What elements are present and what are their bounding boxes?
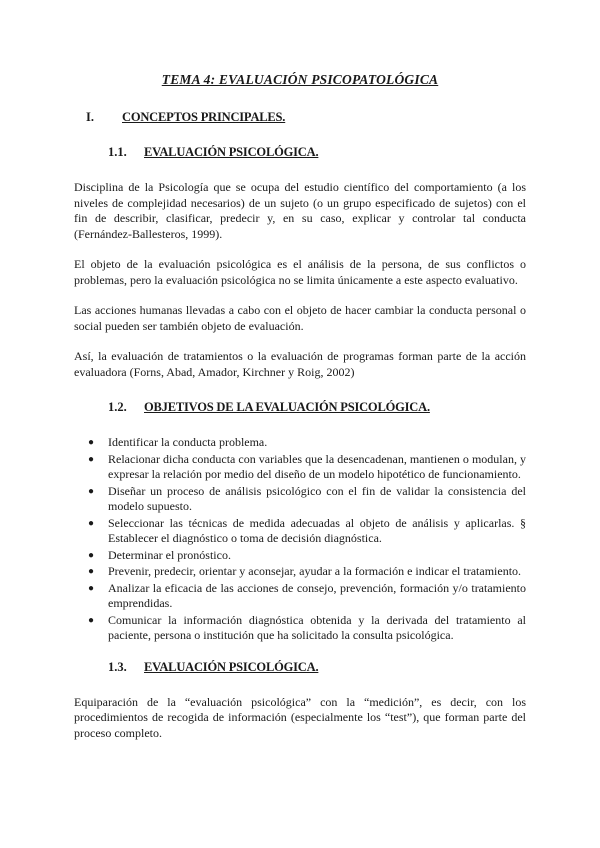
- bullet-icon: ●: [88, 566, 95, 577]
- paragraph: Así, la evaluación de tratamientos o la evaluación de programas forman parte de la acción evaluadora (Forns, Abad, Amador, Kirchner y Roig, 2002): [74, 349, 526, 379]
- paragraph: El objeto de la evaluación psicológica es el análisis de la persona, de sus conflictos o problemas, pero la evaluación psicológica no se limita únicamente a este aspecto evaluativo.: [74, 257, 526, 287]
- section-title: CONCEPTOS PRINCIPALES.: [122, 110, 286, 124]
- section-number: I.: [86, 110, 94, 124]
- bullet-icon: ●: [88, 614, 95, 626]
- bullet-icon: ●: [88, 549, 95, 561]
- document-title: TEMA 4: EVALUACIÓN PSICOPATOLÓGICA: [161, 72, 439, 87]
- list-item: [74, 564, 526, 580]
- subsection-heading-1-2: [108, 400, 526, 415]
- paragraph: Equiparación de la “evaluación psicológica” con la “medición”, es decir, con los procedimientos de recogida de información (especialmente los “test”), que forman parte del proceso completo.: [74, 694, 526, 740]
- list-item-text: Prevenir, predecir, orientar y aconsejar, ayudar a la formación e indicar el tratamiento.: [108, 564, 522, 578]
- list-item: [74, 581, 526, 612]
- list-item-text: Identificar la conducta problema.: [108, 435, 268, 449]
- subsection-title: EVALUACIÓN PSICOLÓGICA.: [144, 659, 319, 674]
- list-item-text: Relacionar dicha conducta con variables que la desencadenan, mantienen o modulan, y expresar la relación por medio del diseño de un modelo hipotético de funcionamiento.: [108, 451, 526, 481]
- subsection-number: 1.1.: [108, 145, 127, 159]
- objectives-list: [74, 435, 526, 644]
- list-item-text: Comunicar la información diagnóstica obtenida y la derivada del tratamiento al paciente, persona o institución que ha solicitado la consulta psicológica.: [108, 612, 526, 642]
- bullet-icon: ●: [88, 485, 95, 497]
- subsection-number: 1.3.: [108, 659, 127, 674]
- bullet-icon: ●: [88, 517, 95, 529]
- paragraph: Las acciones humanas llevadas a cabo con el objeto de hacer cambiar la conducta personal o social pueden ser también objeto de evaluación.: [74, 303, 526, 333]
- list-item: [74, 516, 526, 547]
- subsection-title: OBJETIVOS DE LA EVALUACIÓN PSICOLÓGICA.: [144, 400, 430, 414]
- list-item: [74, 484, 526, 515]
- subsection-heading-1-3: [108, 660, 526, 675]
- bullet-icon: ●: [88, 582, 95, 594]
- paragraph: Disciplina de la Psicología que se ocupa del estudio científico del comportamiento (a los niveles de complejidad necesarios) de un sujeto (o un grupo especificado de sujetos) con el fin de describir, clasificar, predecir y, en su caso, explicar y controlar tal conducta (Fernández-Ballesteros, 1999).: [74, 180, 526, 241]
- list-item-text: Diseñar un proceso de análisis psicológico con el fin de validar la consistencia del modelo supuesto.: [108, 483, 526, 513]
- bullet-icon: ●: [88, 437, 95, 448]
- list-item-text: Seleccionar las técnicas de medida adecuadas al objeto de análisis y aplicarlas. § Establecer el diagnóstico o toma de decisión diagnóstica.: [108, 515, 526, 545]
- list-item: [74, 613, 526, 644]
- subsection-title: EVALUACIÓN PSICOLÓGICA.: [144, 145, 319, 159]
- list-item-text: Determinar el pronóstico.: [108, 547, 231, 562]
- subsection-heading-1-1: [108, 145, 526, 160]
- section-heading-1: [86, 110, 526, 125]
- list-item: [74, 452, 526, 483]
- list-item: [74, 435, 526, 451]
- list-item: [74, 548, 526, 564]
- subsection-number: 1.2.: [108, 400, 127, 414]
- bullet-icon: ●: [88, 453, 95, 465]
- list-item-text: Analizar la eficacia de las acciones de consejo, prevención, formación y/o tratamiento emprendidas.: [108, 580, 526, 610]
